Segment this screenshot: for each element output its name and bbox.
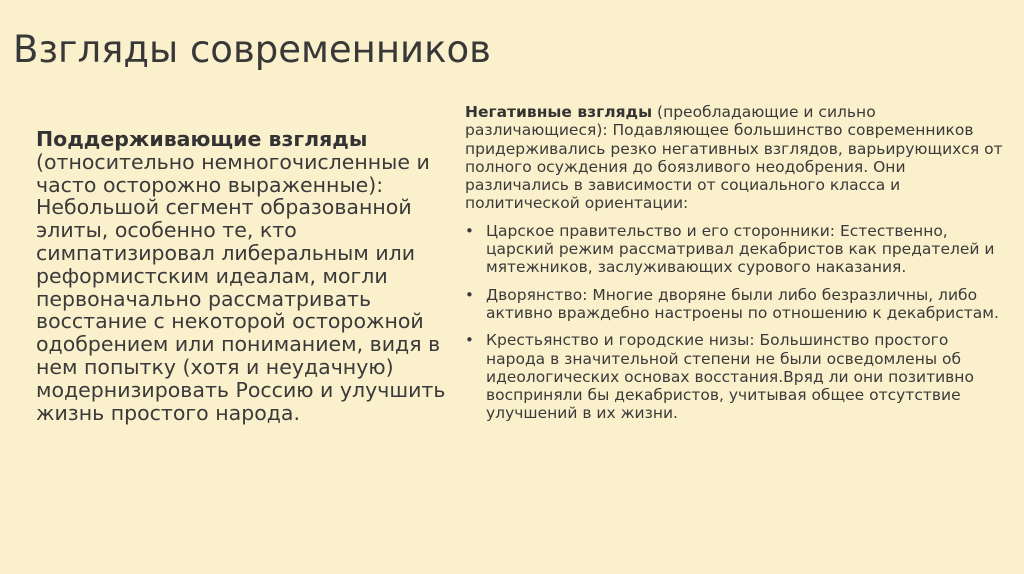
supporting-views-text: (относительно немногочисленные и часто осторожно выраженные): Небольшой сегмент образованной элиты, особенно те, кто симпатизировал либеральным или реформистским идеалам, могли первоначально рассматривать восстание с некоторой осторожной одобрением или пониманием, видя в нем попытку (хотя и неудачную) модернизировать Россию и улучшить жизнь простого народа. (36, 149, 446, 425)
supporting-views-heading: Поддерживающие взгляды (36, 127, 368, 151)
negative-views-paragraph (465, 103, 1010, 213)
bullet-icon: • (465, 221, 474, 240)
list-item-text: Крестьянство и городские низы: Большинство простого народа в значительной степени не были осведомлены об идеологических основах восстания.Вряд ли они позитивно восприняли бы декабристов, учитывая общее отсутствие улучшений в их жизни. (486, 331, 974, 423)
bullet-icon: • (465, 331, 474, 350)
supporting-views-column (36, 128, 446, 424)
negative-views-column (465, 103, 1010, 432)
list-item-government (465, 222, 1010, 277)
negative-views-text: (преобладающие и сильно различающиеся): Подавляющее большинство современников придерживались резко негативных взглядов, варьирующихся от полного осуждения до боязливого неодобрения. Они различались в зависимости от социального класса и политической ориентации: (465, 103, 1003, 213)
list-item-text: Царское правительство и его сторонники: Естественно, царский режим рассматривал декабристов как предателей и мятежников, заслуживающих сурового наказания. (486, 221, 995, 277)
supporting-views-paragraph (36, 128, 446, 424)
list-item-nobility (465, 286, 1010, 323)
slide-title: Взгляды современников (13, 28, 491, 71)
negative-views-heading: Негативные взгляды (465, 103, 653, 121)
bullet-icon: • (465, 285, 474, 304)
list-item-peasantry (465, 331, 1010, 422)
negative-views-list (465, 222, 1010, 423)
list-item-text: Дворянство: Многие дворяне были либо безразличны, либо активно враждебно настроены по отношению к декабристам. (486, 285, 999, 322)
